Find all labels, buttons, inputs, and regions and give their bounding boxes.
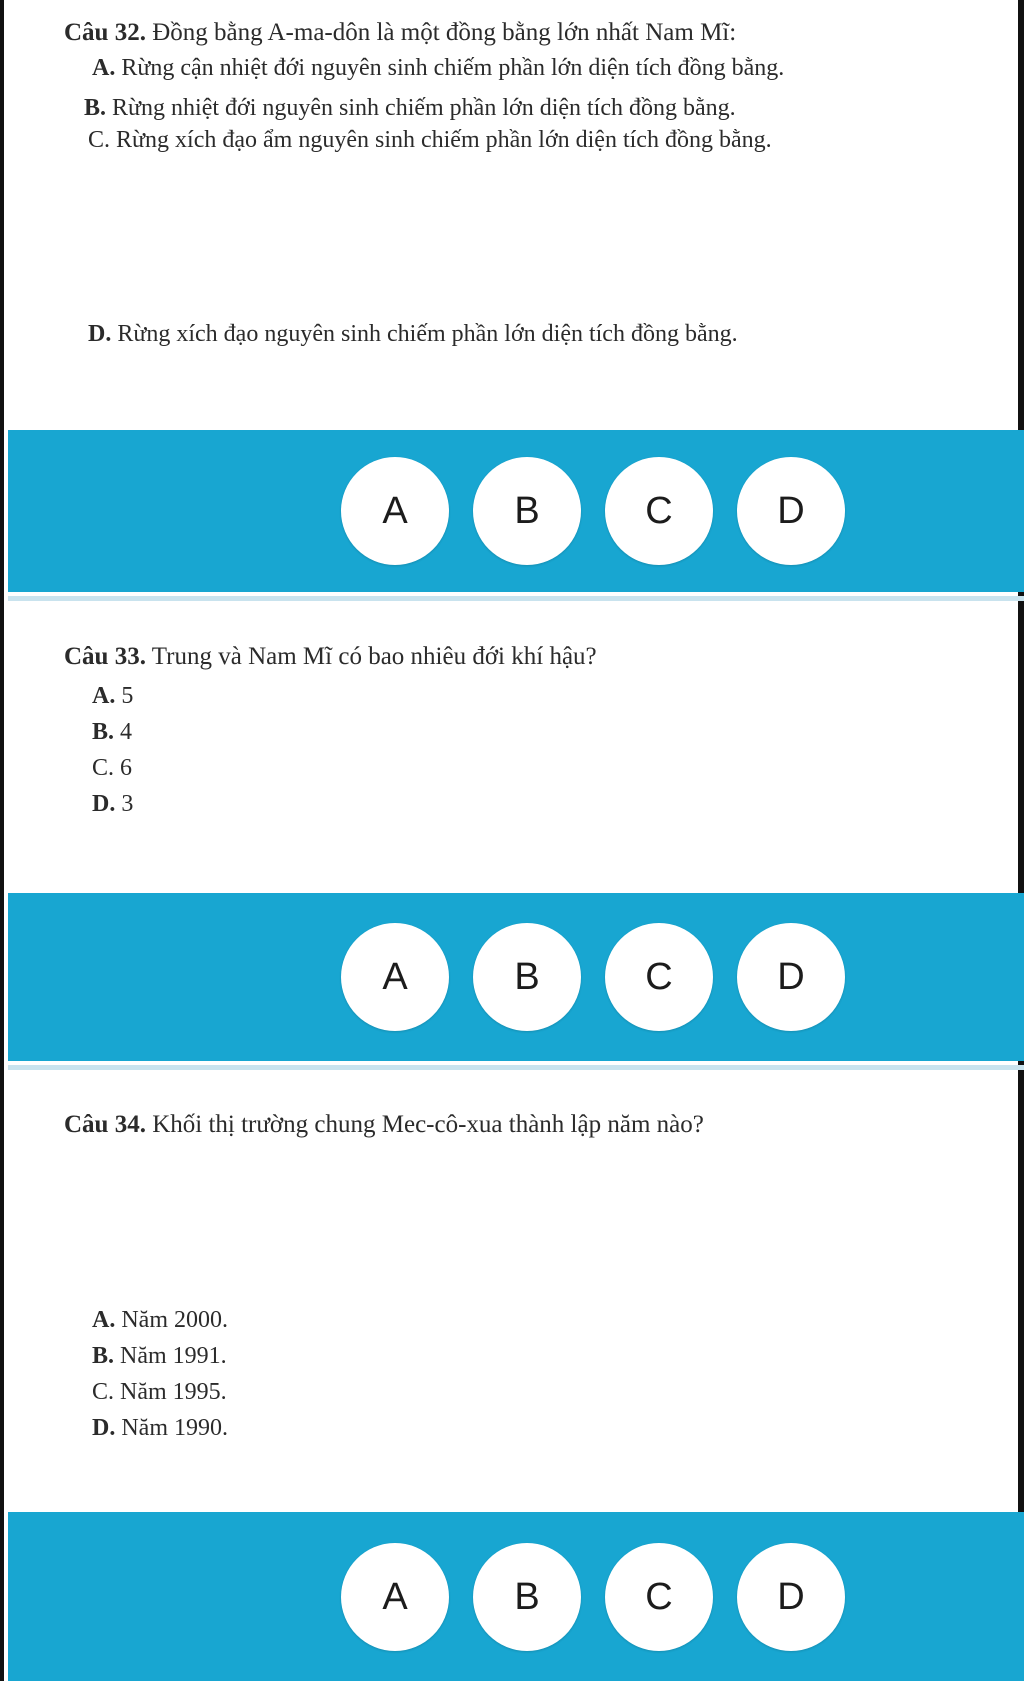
question-34-option-a: A. Năm 2000. bbox=[92, 1307, 228, 1333]
answer-32-d-button[interactable]: D bbox=[737, 457, 845, 565]
question-34-number: Câu 34. bbox=[64, 1111, 146, 1138]
answer-bar-32 bbox=[8, 430, 1024, 592]
question-33-option-c: C. 6 bbox=[92, 755, 133, 781]
question-33-option-a: A. 5 bbox=[92, 683, 134, 709]
question-32-number: Câu 32. bbox=[64, 19, 146, 46]
question-32-option-d: D. Rừng xích đạo nguyên sinh chiếm phần lớn diện tích đồng bằng. bbox=[88, 321, 738, 347]
question-33-option-d: D. 3 bbox=[92, 791, 134, 817]
question-32-text bbox=[64, 16, 736, 50]
answer-bar-34 bbox=[8, 1512, 1024, 1681]
question-34-option-d: D. Năm 1990. bbox=[92, 1415, 228, 1441]
question-34-option-b: B. Năm 1991. bbox=[92, 1343, 227, 1369]
answer-33-c-button[interactable]: C bbox=[605, 923, 713, 1031]
answer-33-b-button[interactable]: B bbox=[473, 923, 581, 1031]
question-32-stem: Đồng bằng A-ma-dôn là một đồng bằng lớn nhất Nam Mĩ: bbox=[145, 19, 737, 46]
right-border bbox=[1018, 0, 1024, 1681]
answer-34-d-button[interactable]: D bbox=[737, 1543, 845, 1651]
answer-33-a-button[interactable]: A bbox=[341, 923, 449, 1031]
left-border bbox=[0, 0, 4, 1681]
question-32-option-b: B. Rừng nhiệt đới nguyên sinh chiếm phần lớn diện tích đồng bằng. bbox=[84, 95, 736, 121]
question-34-text bbox=[64, 1108, 704, 1142]
answer-34-c-button[interactable]: C bbox=[605, 1543, 713, 1651]
question-33-option-b: B. 4 bbox=[92, 719, 133, 745]
answer-bar-33 bbox=[8, 893, 1024, 1061]
answer-bar-32-shadow bbox=[8, 596, 1024, 601]
answer-34-b-button[interactable]: B bbox=[473, 1543, 581, 1651]
question-33-text bbox=[64, 640, 597, 674]
question-34-option-c: C. Năm 1995. bbox=[92, 1379, 227, 1405]
question-33-stem: Trung và Nam Mĩ có bao nhiêu đới khí hậu? bbox=[145, 643, 597, 670]
question-32-option-c: C. Rừng xích đạo ẩm nguyên sinh chiếm phần lớn diện tích đồng bằng. bbox=[88, 127, 772, 153]
answer-bar-33-shadow bbox=[8, 1065, 1024, 1070]
answer-32-b-button[interactable]: B bbox=[473, 457, 581, 565]
question-33-number: Câu 33. bbox=[64, 643, 146, 670]
answer-34-a-button[interactable]: A bbox=[341, 1543, 449, 1651]
question-34-stem: Khối thị trường chung Mec-cô-xua thành lập năm nào? bbox=[145, 1111, 704, 1138]
answer-33-d-button[interactable]: D bbox=[737, 923, 845, 1031]
answer-32-a-button[interactable]: A bbox=[341, 457, 449, 565]
question-32-option-a: A. Rừng cận nhiệt đới nguyên sinh chiếm phần lớn diện tích đồng bằng. bbox=[92, 55, 785, 81]
answer-32-c-button[interactable]: C bbox=[605, 457, 713, 565]
